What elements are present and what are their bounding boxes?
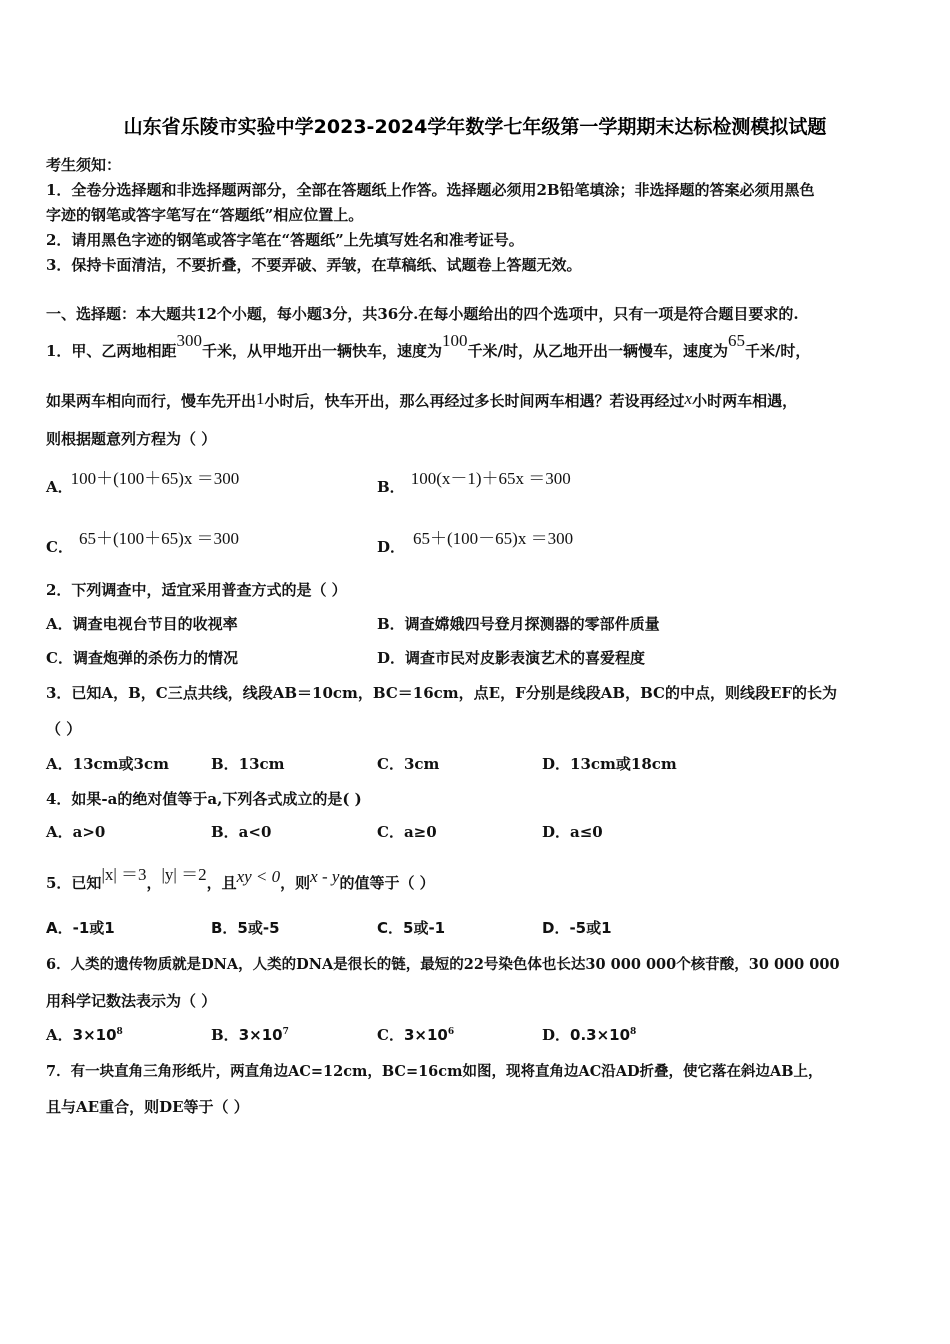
q2-option-d[interactable]: D．调查市民对皮影表演艺术的喜爱程度 — [377, 649, 646, 667]
q5-text: ，则 — [280, 874, 311, 892]
q3-option-b[interactable]: B．13cm — [211, 755, 285, 773]
q5-math-difference: x - y — [310, 867, 340, 886]
q1-speed-slow: 65 — [727, 331, 745, 350]
q2-option-a[interactable]: A．调查电视台节目的收视率 — [46, 615, 238, 633]
q5-math-product: xy < 0 — [236, 867, 281, 886]
q1-text: 1．甲、乙两地相距 — [46, 342, 177, 360]
q6-option-a[interactable] — [46, 1024, 123, 1045]
q3-option-d[interactable]: D．13cm或18cm — [542, 755, 677, 773]
q5-option-c[interactable]: C．5或-1 — [377, 919, 446, 937]
q6-option-b[interactable] — [211, 1024, 289, 1045]
option-exponent: 8 — [116, 1027, 123, 1037]
q3-option-a[interactable]: A．13cm或3cm — [46, 755, 169, 773]
q5-text: 的值等于（ ） — [339, 874, 435, 892]
q2-option-b[interactable]: B．调查嫦娥四号登月探测器的零部件质量 — [377, 615, 660, 633]
option-label: B． — [377, 478, 405, 496]
section-heading: 一、选择题：本大题共12个小题，每小题3分，共36分.在每小题给出的四个选项中，只有一项是符合题目要求的. — [46, 305, 799, 323]
q6-option-c[interactable] — [377, 1024, 454, 1045]
question-1-line-3: 则根据题意列方程为（ ） — [46, 430, 217, 448]
question-3-stem-2: （ ） — [46, 720, 82, 738]
option-equation: 100＋(100＋65)x ＝300 — [70, 469, 240, 488]
q3-option-c[interactable]: C．3cm — [377, 755, 440, 773]
question-4-stem: 4．如果-a的绝对值等于a,下列各式成立的是( ) — [46, 790, 362, 808]
q1-text: 千米，从甲地开出一辆快车，速度为 — [201, 342, 442, 360]
notice-item: 3．保持卡面清洁，不要折叠，不要弄破、弄皱，在草稿纸、试题卷上答题无效。 — [46, 256, 582, 274]
q1-option-d[interactable] — [377, 529, 574, 557]
q1-option-b[interactable] — [377, 469, 571, 497]
option-value: 0.3×10 — [570, 1026, 631, 1044]
option-equation: 65＋(100＋65)x ＝300 — [78, 529, 240, 548]
q5-math-abs-x: |x| ＝3 — [101, 865, 147, 884]
question-1-line-1 — [46, 331, 811, 361]
question-6-stem-2: 用科学记数法表示为（ ） — [46, 992, 217, 1010]
option-label: A． — [46, 1026, 73, 1044]
q5-option-b[interactable]: B．5或-5 — [211, 919, 280, 937]
option-label: B． — [211, 1026, 239, 1044]
option-label: D． — [542, 1026, 571, 1044]
q1-text: 小时后，快车开出，那么再经过多长时间两车相遇？若设再经过 — [264, 392, 685, 410]
option-label: A． — [46, 478, 73, 496]
q5-text: ， — [146, 874, 162, 892]
q1-text: 如果两车相向而行，慢车先开出 — [46, 392, 257, 410]
q5-text: ，且 — [206, 874, 237, 892]
q1-variable: x — [684, 389, 693, 408]
question-7-stem-2: 且与AE重合，则DE等于（ ） — [46, 1098, 249, 1116]
option-value: 3×10 — [403, 1026, 448, 1044]
q5-text: 5．已知 — [46, 874, 102, 892]
option-equation: 100(x－1)＋65x ＝300 — [410, 469, 571, 488]
q6-option-d[interactable] — [542, 1024, 636, 1045]
notice-item: 2．请用黑色字迹的钢笔或答字笔在“答题纸”上先填写姓名和准考证号。 — [46, 231, 524, 249]
q1-text: 千米/时， — [744, 342, 811, 360]
q1-speed-fast: 100 — [441, 331, 468, 350]
notice-item: 1．全卷分选择题和非选择题两部分，全部在答题纸上作答。选择题必须用2B铅笔填涂；非选择题的答案必须用黑色 — [46, 181, 815, 199]
option-label: D． — [377, 538, 406, 556]
question-1-line-2 — [46, 390, 797, 411]
question-6-stem: 6．人类的遗传物质就是DNA，人类的DNA是很长的链，最短的22号染色体也长达30 000 000个核苷酸，30 000 000 — [46, 956, 840, 973]
question-2-stem: 2．下列调查中，适宜采用普查方式的是（ ） — [46, 581, 347, 599]
q5-option-a[interactable]: A．-1或1 — [46, 919, 115, 937]
q5-math-abs-y: |y| ＝2 — [161, 865, 207, 884]
notice-item: 字迹的钢笔或答字笔写在“答题纸”相应位置上。 — [46, 206, 364, 224]
q5-option-d[interactable]: D．-5或1 — [542, 919, 612, 937]
q4-option-d[interactable]: D．a≤0 — [542, 823, 603, 841]
option-exponent: 6 — [447, 1027, 455, 1037]
q1-distance: 300 — [176, 331, 202, 350]
q4-option-b[interactable]: B．a<0 — [211, 823, 272, 841]
option-equation: 65＋(100－65)x ＝300 — [413, 529, 574, 548]
question-7-stem: 7．有一块直角三角形纸片，两直角边AC=12cm，BC=16cm如图，现将直角边AC沿AD折叠，使它落在斜边AB上， — [46, 1063, 823, 1080]
page-title: 山东省乐陵市实验中学2023-2024学年数学七年级第一学期期末达标检测模拟试题 — [123, 116, 827, 138]
q4-option-c[interactable]: C．a≥0 — [377, 823, 437, 841]
option-label: C． — [46, 538, 73, 556]
q1-text: 小时两车相遇， — [692, 392, 798, 410]
q1-text: 千米/时，从乙地开出一辆慢车，速度为 — [467, 342, 728, 360]
option-label: C． — [377, 1026, 404, 1044]
q1-option-a[interactable] — [46, 469, 241, 497]
q4-option-a[interactable]: A．a>0 — [46, 823, 106, 841]
option-value: 3×10 — [238, 1026, 283, 1044]
question-3-stem: 3．已知A，B，C三点共线，线段AB＝10cm，BC＝16cm，点E，F分别是线段AB，BC的中点，则线段EF的长为 — [46, 684, 838, 702]
q1-hours: 1 — [256, 389, 265, 408]
option-exponent: 8 — [630, 1027, 637, 1037]
question-5-stem — [46, 865, 435, 893]
option-exponent: 7 — [282, 1027, 289, 1037]
q2-option-c[interactable]: C．调查炮弹的杀伤力的情况 — [46, 649, 238, 667]
q1-option-c[interactable] — [46, 529, 240, 557]
option-value: 3×10 — [72, 1026, 117, 1044]
notice-heading: 考生须知： — [46, 156, 122, 174]
